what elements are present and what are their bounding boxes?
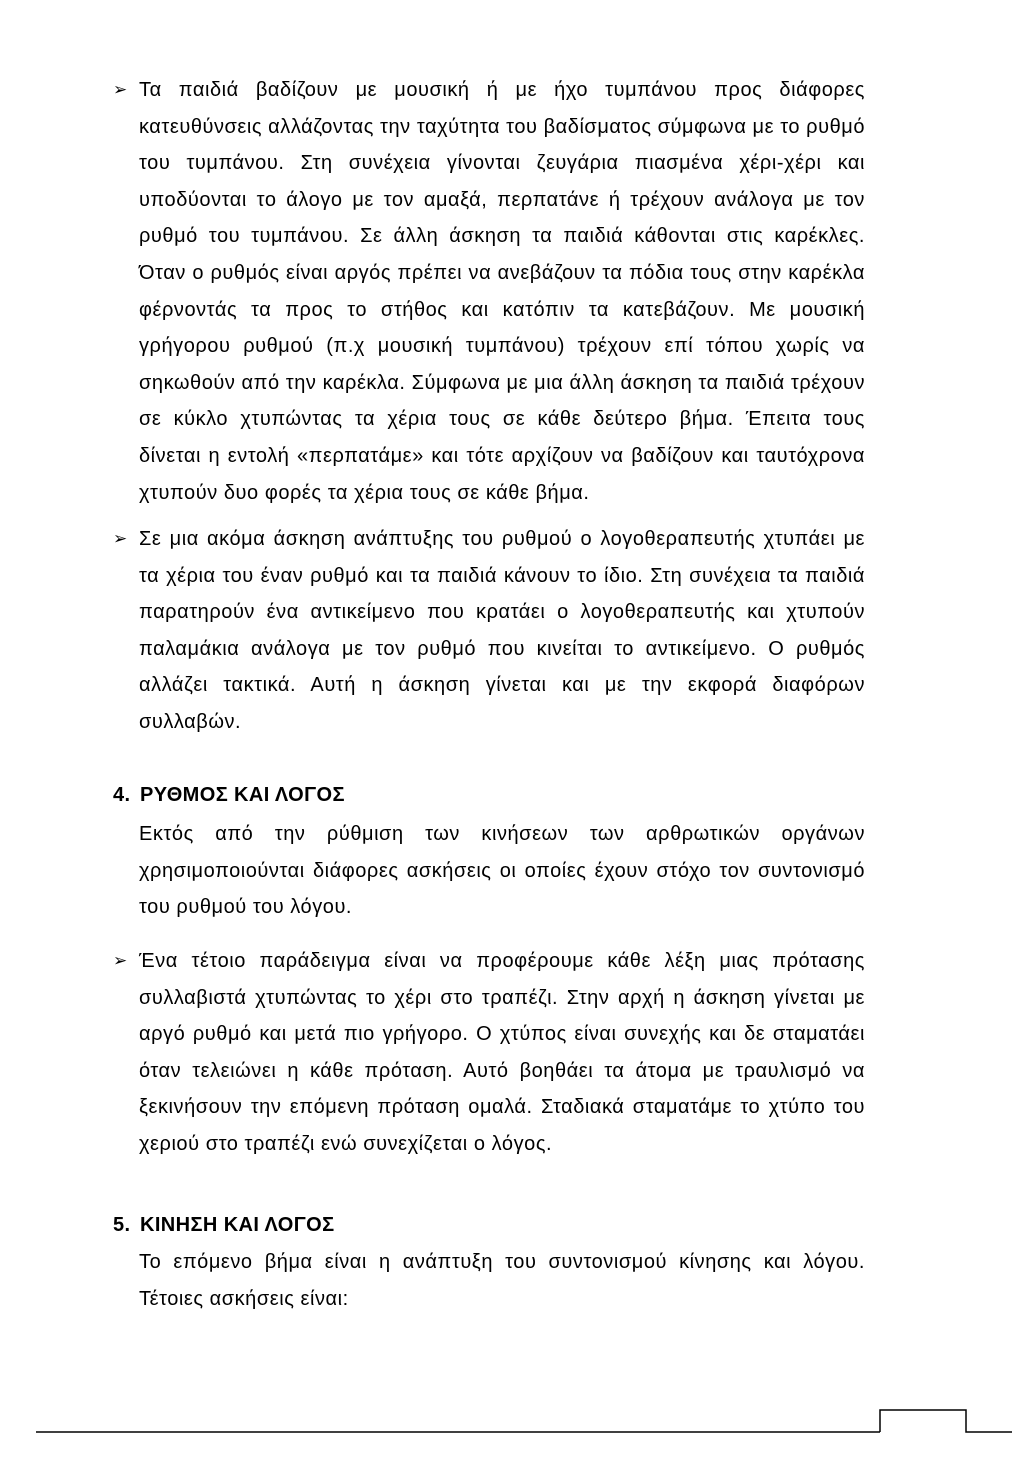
bullet-text: Σε μια ακόμα άσκηση ανάπτυξης του ρυθμού ο λογοθεραπευτής χτυπάει με τα χέρια του έναν ρυθμό και τα παιδιά κάνουν το ίδιο. Στη συνέχεια τα παιδιά παρατηρούν ένα αντικείμενο που κρατάει ο λογοθεραπευτής και χτυπούν παλαμάκια ανάλογα με τον ρυθμό που κινείται το αντικείμενο. Ο ρυθμός αλλάζει τακτικά. Αυτή η άσκηση γίνεται και με την εκφορά διαφόρων συλλαβών.	[139, 528, 865, 733]
bullet-text: Ένα τέτοιο παράδειγμα είναι να προφέρουμε κάθε λέξη μιας πρότασης συλλαβιστά χτυπώντας το χέρι στο τραπέζι. Στην αρχή η άσκηση γίνεται με αργό ρυθμό και μετά πιο γρήγορο. Ο χτύπος είναι συνεχής και δε σταματάει όταν τελειώνει η κάθε πρόταση. Αυτό βοηθάει τα άτομα με τραυλισμό να ξεκινήσουν την επόμενη πρόταση ομαλά. Σταδιακά σταματάμε το χτύπο του χεριού στο τραπέζι ενώ συνεχίζεται ο λόγος.	[139, 950, 865, 1155]
section-paragraph: Το επόμενο βήμα είναι η ανάπτυξη του συντονισμού κίνησης και λόγου. Τέτοιες ασκήσεις είναι:	[139, 1251, 865, 1310]
section-title: ΡΥΘΜΟΣ ΚΑΙ ΛΟΓΟΣ	[140, 784, 345, 806]
section-title: ΚΙΝΗΣΗ ΚΑΙ ΛΟΓΟΣ	[140, 1214, 335, 1236]
arrow-bullet-icon: ➢	[113, 951, 128, 971]
bullet-text: Τα παιδιά βαδίζουν με μουσική ή με ήχο τυμπάνου προς διάφορες κατευθύνσεις αλλάζοντας την ταχύτητα του βαδίσματος σύμφωνα με το ρυθμό του τυμπάνου. Στη συνέχεια γίνονται ζευγάρια πιασμένα χέρι-χέρι και υποδύονται το άλογο με τον αμαξά, περπατάνε ή τρέχουν ανάλογα με τον ρυθμό του τυμπάνου. Σε άλλη άσκηση τα παιδιά κάθονται στις καρέκλες. Όταν ο ρυθμός είναι αργός πρέπει να ανεβάζουν τα πόδια τους στην καρέκλα φέρνοντάς τα προς το στήθος και κατόπιν τα κατεβάζουν. Με μουσική γρήγορου ρυθμού (π.χ μουσική τυμπάνου) τρέχουν επί τόπου χωρίς να σηκωθούν από την καρέκλα. Σύμφωνα με μια άλλη άσκηση τα παιδιά τρέχουν σε κύκλο χτυπώντας τα χέρια τους σε κάθε δεύτερο βήμα. Έπειτα τους δίνεται η εντολή «περπατάμε» και τότε αρχίζουν να βαδίζουν και ταυτόχρονα χτυπούν δυο φορές τα χέρια τους σε κάθε βήμα.	[139, 79, 865, 504]
section-paragraph: Εκτός από την ρύθμιση των κινήσεων των αρθρωτικών οργάνων χρησιμοποιούνται διάφορες ασκήσεις οι οποίες έχουν στόχο τον συντονισμό του ρυθμού του λόγου.	[139, 823, 865, 919]
section-number: 4.	[113, 784, 131, 806]
arrow-bullet-icon: ➢	[113, 80, 128, 100]
section-number: 5.	[113, 1214, 131, 1236]
arrow-bullet-icon: ➢	[113, 529, 128, 549]
